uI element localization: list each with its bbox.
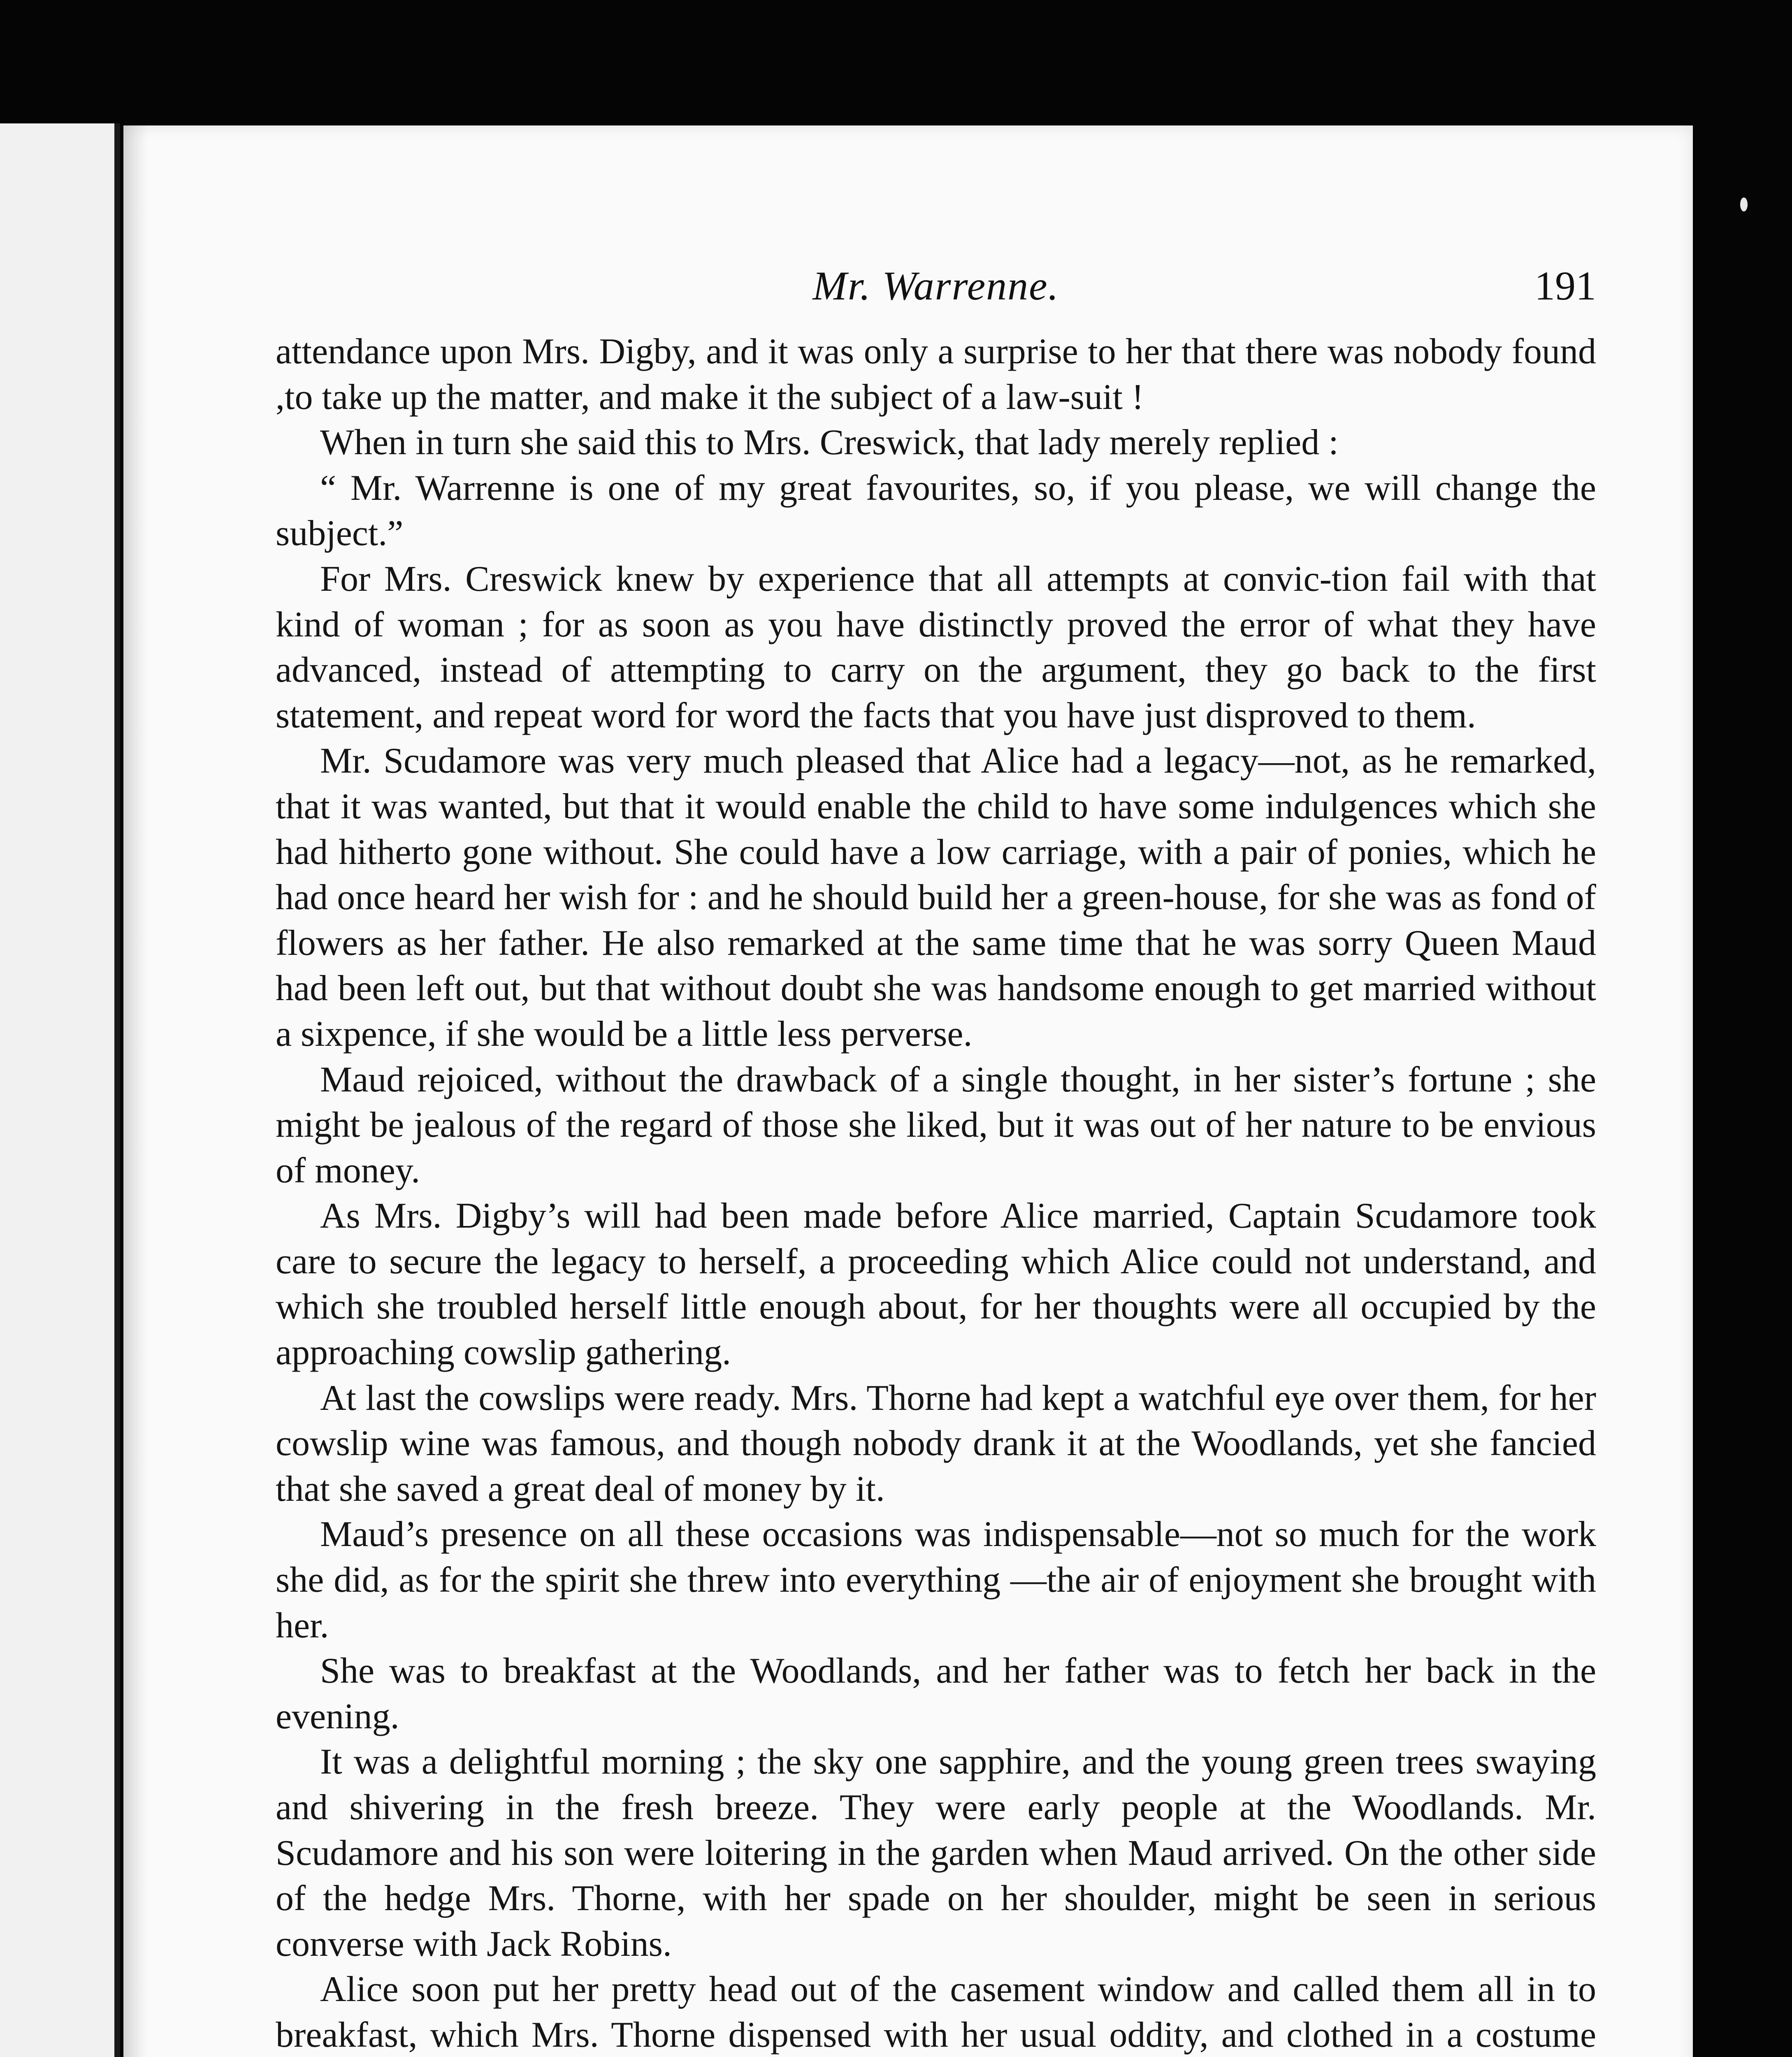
dust-speck [1740, 197, 1748, 211]
paragraph: Maud rejoiced, without the drawback of a single thought, in her sister’s fortune ; she might be jealous of the regard of those she liked, but it was out of her nature to be envious of money. [276, 1059, 1596, 1191]
facing-page-edge [0, 123, 120, 2057]
body-text [276, 329, 1596, 2057]
running-head [276, 255, 1596, 317]
paragraph: She was to breakfast at the Woodlands, and her father was to fetch her back in the evening. [276, 1651, 1596, 1737]
page-number: 191 [1534, 263, 1596, 309]
paragraph: At last the cowslips were ready. Mrs. Thorne had kept a watchful eye over them, for her cowslip wine was famous, and though nobody drank it at the Woodlands, yet she fancied that she saved a great deal of money by it. [276, 1378, 1596, 1509]
paragraph: Mr. Scudamore was very much pleased that Alice had a legacy—not, as he remarked, that it was wanted, but that it would enable the child to have some indulgences which she had hitherto gone without. She could have a low carriage, with a pair of ponies, which he had once heard her wish for : and he should build her a green-house, for she was as fond of flowers as her father. He also remarked at the same time that he was sorry Queen Maud had been left out, but that without doubt she was handsome enough to get married without a sixpence, if she would be a little less perverse. [276, 741, 1596, 1054]
paragraph: attendance upon Mrs. Digby, and it was only a surprise to her that there was nobody found ,to take up the matter, and make it the subject of a law-suit ! [276, 332, 1596, 417]
paragraph: It was a delightful morning ; the sky one sapphire, and the young green trees swaying and shivering in the fresh breeze. They were early people at the Woodlands. Mr. Scudamore and his son were loitering in the garden when Maud arrived. On the other side of the hedge Mrs. Thorne, with her spade on her shoulder, might be seen in serious converse with Jack Robins. [276, 1742, 1596, 1964]
paragraph: For Mrs. Creswick knew by experience that all attempts at convic-tion fail with that kind of woman ; for as soon as you have distinctly proved the error of what they have advanced, instead of attempting to carry on the argument, they go back to the first statement, and repeat word for word the facts that you have just disproved to them. [276, 559, 1596, 736]
paragraph: Alice soon put her pretty head out of the casement window and called them all in to breakfast, which Mrs. Thorne dispensed with her usual oddity, and clothed in a costume [276, 1969, 1596, 2055]
book-page [123, 125, 1693, 2057]
paragraph: When in turn she said this to Mrs. Creswick, that lady merely replied : [320, 423, 1339, 463]
paragraph: Maud’s presence on all these occasions was indispensable—not so much for the work she did, as for the spirit she threw into everything —the air of enjoyment she brought with her. [276, 1514, 1596, 1646]
paragraph: “ Mr. Warrenne is one of my great favourites, so, if you please, we will change the subject.” [276, 468, 1596, 554]
paragraph: As Mrs. Digby’s will had been made before Alice married, Captain Scudamore took care to secure the legacy to herself, a proceeding which Alice could not understand, and which she troubled herself little enough about, for her thoughts were all occupied by the approaching cowslip gathering. [276, 1196, 1596, 1373]
running-title: Mr. Warrenne. [812, 263, 1059, 309]
gutter-shadow [123, 125, 148, 2057]
